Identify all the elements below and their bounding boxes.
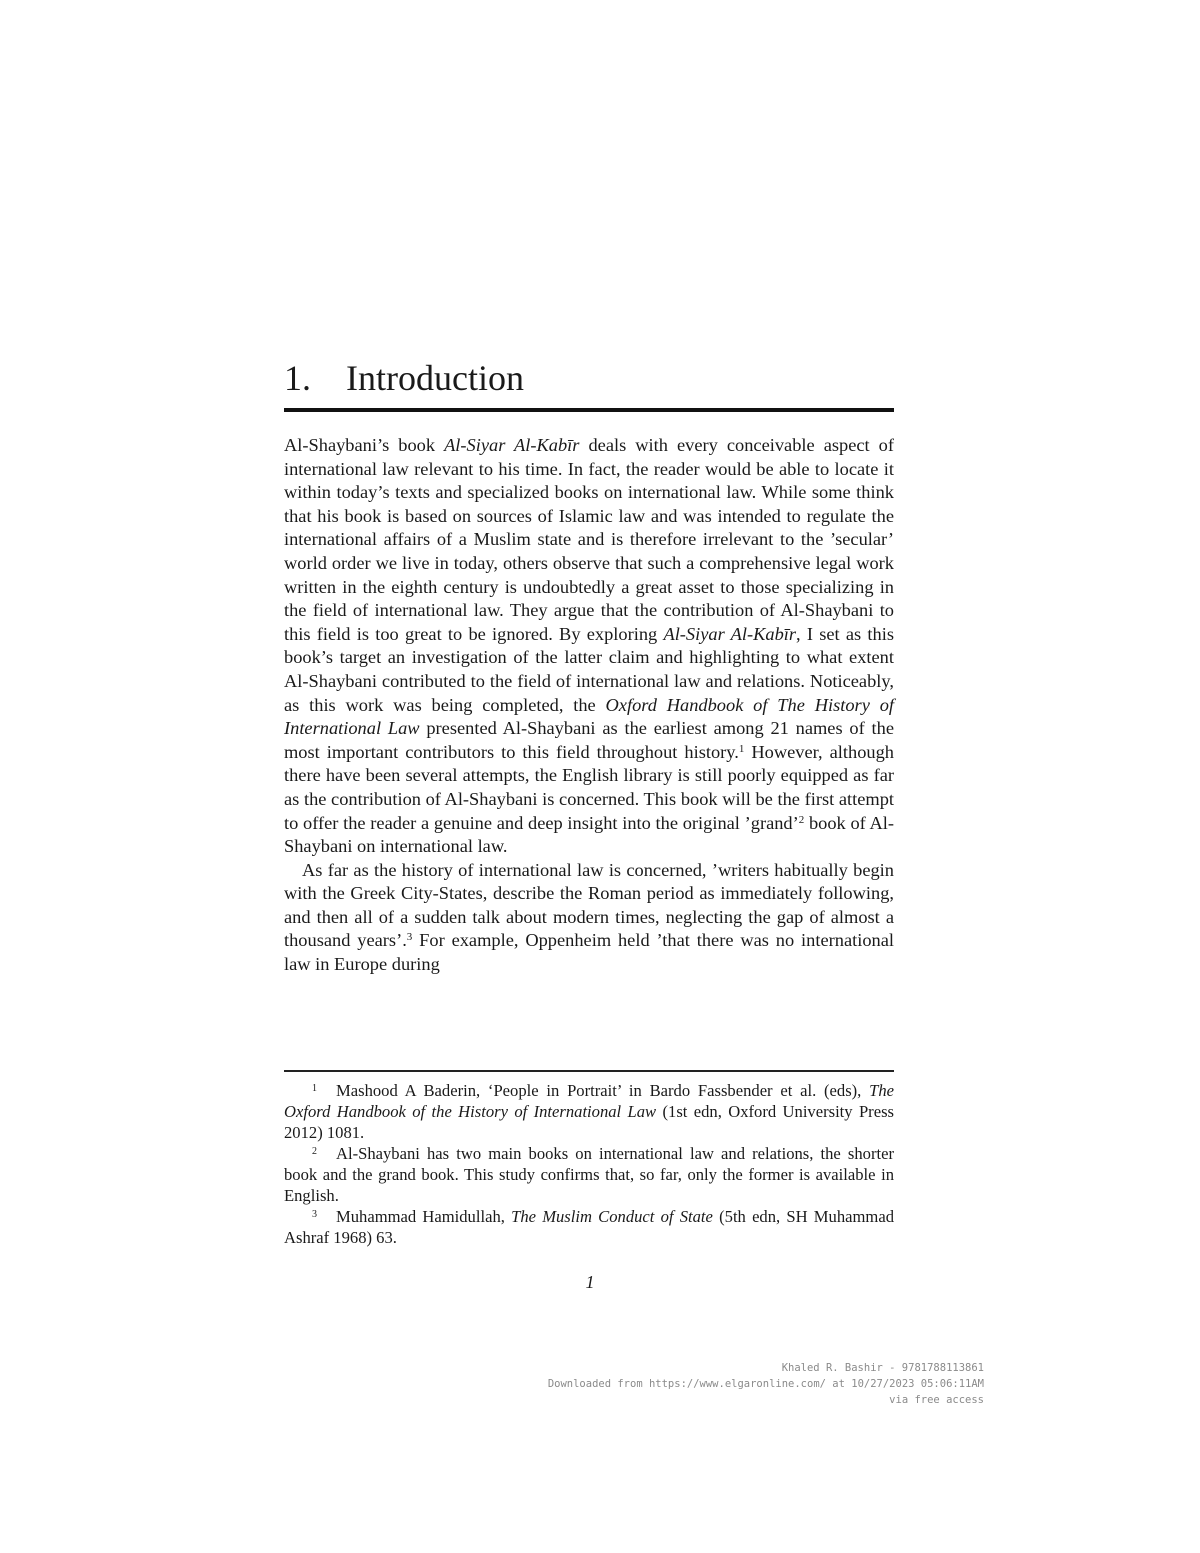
book-title: The Oxford Handbook of the History of International Law [284, 1081, 894, 1121]
text-run: , I set as this book’s target an investigation of the latter claim and highlighting to what extent Al-Shaybani contributed to the field of international law and relations. Noticeably, as this work was being completed, the [284, 623, 895, 715]
book-title: Al-Siyar Al-Kabīr [444, 435, 580, 455]
footnote-ref[interactable]: 3 [406, 931, 413, 944]
paragraph-1 [284, 434, 894, 859]
footnote-ref[interactable]: 1 [738, 742, 745, 755]
body-text [284, 434, 894, 977]
footnote-text: (5th edn, SH Muhammad Ashraf 1968) 63. [284, 1207, 894, 1247]
paragraph-2 [284, 859, 894, 977]
text-run: presented Al-Shaybani as the earliest among 21 names of the most important contributors to this field throughout history. [284, 718, 895, 762]
text-run: Al-Shaybani’s book [284, 435, 445, 455]
chapter-heading [284, 352, 894, 404]
footnote-rule [284, 1070, 894, 1072]
footnote-2: $^2$ Al-Shaybani has two main books on international law and relations, the shorter book and the grand book. This study confirms that, so far, only the former is available in English. [284, 1144, 894, 1205]
chapter-title: Introduction [346, 358, 524, 398]
book-title: The Muslim Conduct of State [511, 1207, 713, 1226]
footnote-3: $^3$ Muhammad Hamidullah, The Muslim Conduct of State (5th edn, SH Muhammad Ashraf 1968) 63. [284, 1207, 894, 1247]
text-run: However, although there have been several attempts, the English library is still poorly equipped as far as the contribution of Al-Shaybani is concerned. This book will be the first attempt to offer the reader a genuine and deep insight into the original ’grand’ [284, 741, 894, 833]
chapter-number: 1. [284, 358, 311, 398]
download-watermark [548, 1360, 984, 1408]
footnote-text: Mashood A Baderin, ‘People in Portrait’ in Bardo Fassbender et al. (eds), [336, 1081, 870, 1100]
text-run: As far as the history of international law is concerned, ’writers habitually begin with the Greek City-States, describe the Roman period as immediately following, and then all of a sudden talk about modern times, neglecting the gap of almost a thousand years’. [284, 859, 894, 951]
download-author-isbn: Khaled R. Bashir - 9781788113861 [781, 1362, 984, 1374]
book-title: Oxford Handbook of The History of International Law [284, 694, 894, 739]
page-number: 1 [585, 1272, 595, 1292]
download-source: Downloaded from https://www.elgaronline.com/ at 10/27/2023 05:06:11AM [547, 1378, 984, 1390]
footnote-text: Muhammad Hamidullah, [336, 1207, 512, 1226]
book-title: Al-Siyar Al-Kabīr [663, 623, 797, 644]
footnote-text: (1st edn, Oxford University Press 2012) 1081. [284, 1102, 894, 1142]
download-access: via free access [889, 1394, 984, 1406]
footnote-text: Al-Shaybani has two main books on international law and relations, the shorter book and the grand book. This study confirms that, so far, only the former is available in English. [284, 1144, 894, 1205]
text-run: deals with every conceivable aspect of international law relevant to his time. In fact, the reader would be able to locate it within today’s texts and specialized books on international law. While some think that his book is based on sources of Islamic law and was intended to regulate the international affairs of a Muslim state and is therefore irrelevant to the ’secular’ world order we live in today, others observe that such a comprehensive legal work written in the eighth century is undoubtedly a great asset to those specializing in the field of international law. They argue that the contribution of Al-Shaybani to this field is too great to be ignored. By exploring [284, 435, 894, 644]
footnote-ref[interactable]: 2 [798, 813, 805, 826]
footnote-1: $^1$ Mashood A Baderin, ‘People in Portrait’ in Bardo Fassbender et al. (eds), The Oxford Handbook of the History of International Law (1st edn, Oxford University Press 2012) 1081. [284, 1081, 894, 1142]
text-run: book of Al-Shaybani on international law. [284, 812, 894, 857]
heading-rule [284, 408, 894, 412]
footnotes [284, 1080, 894, 1248]
text-run: For example, Oppenheim held ’that there was no international law in Europe during [284, 930, 894, 975]
